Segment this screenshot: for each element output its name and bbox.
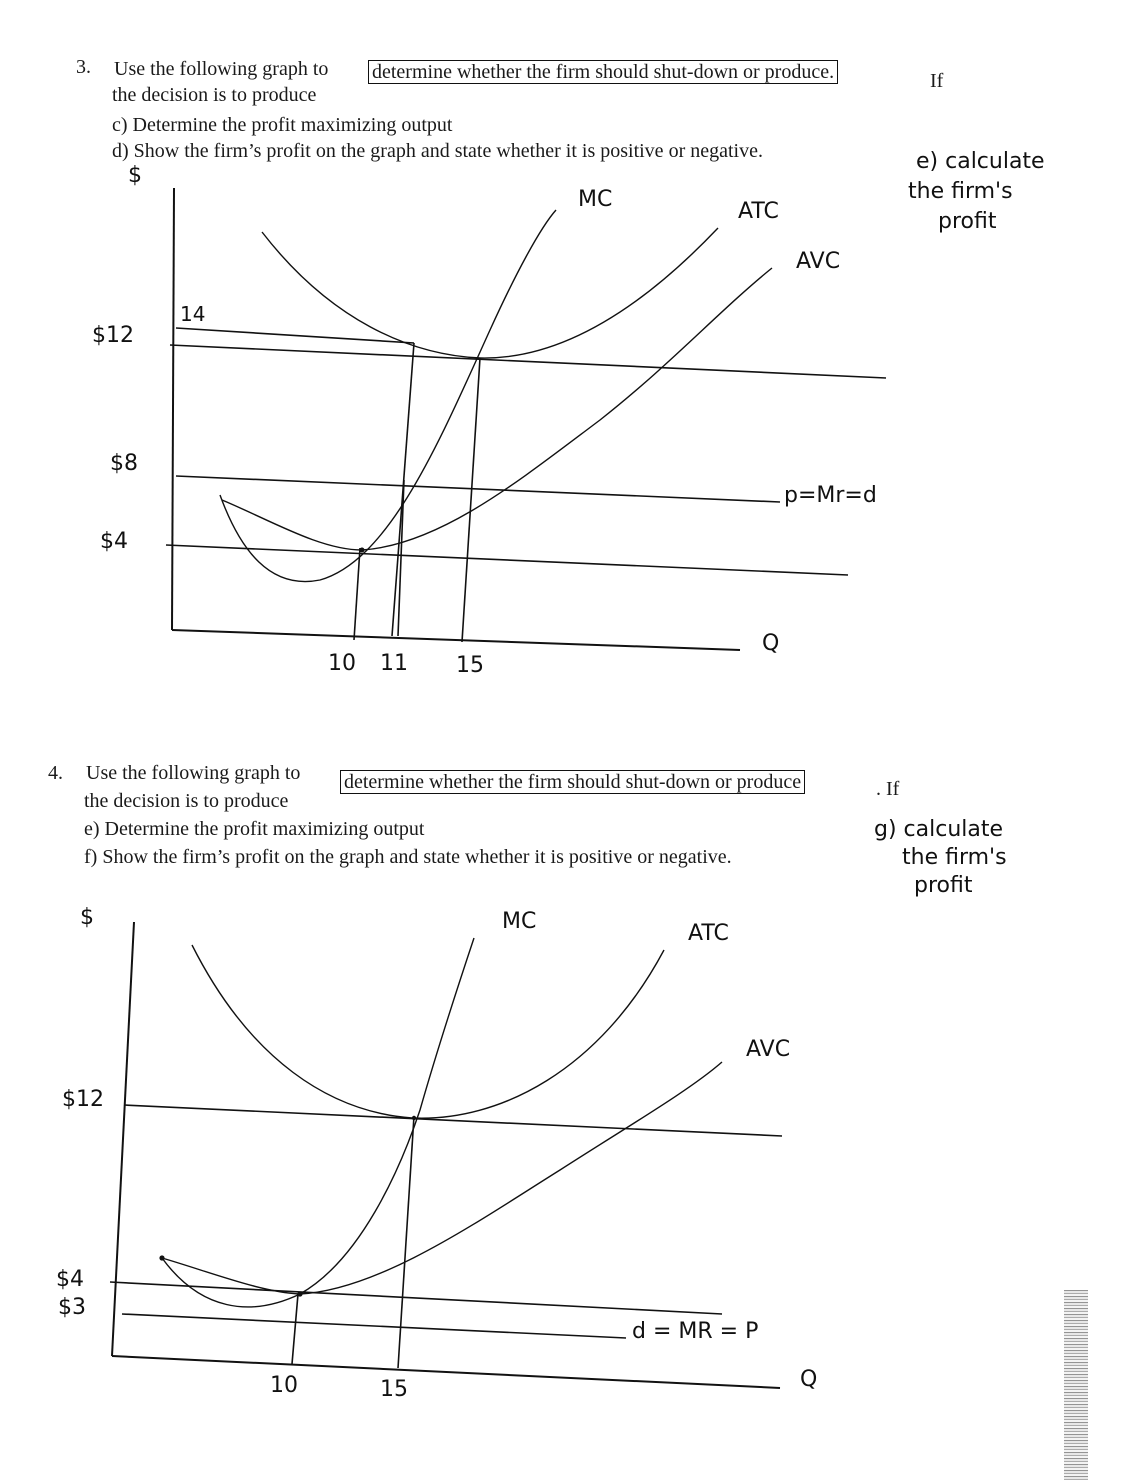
q4-avc-min-dot bbox=[297, 1291, 302, 1296]
q3-q-label-15: 15 bbox=[456, 653, 484, 678]
q4-y-axis-label: $ bbox=[80, 905, 94, 930]
q4-x-axis-label: Q bbox=[800, 1367, 818, 1392]
q3-line1-pre: Use the following graph to bbox=[114, 58, 329, 80]
q3-item-d: d) Show the firm’s profit on the graph and state whether it is positive or negative. bbox=[112, 140, 763, 162]
q4-atc-label: ATC bbox=[688, 921, 729, 946]
q3-note-e-line1: e) calculate bbox=[916, 149, 1045, 174]
q3-avc-label: AVC bbox=[796, 249, 841, 274]
q4-item-e: e) Determine the profit maximizing output bbox=[84, 818, 425, 840]
q3-number: 3. bbox=[76, 56, 91, 78]
q4-mc-label: MC bbox=[502, 909, 537, 934]
q4-q-line-10 bbox=[292, 1294, 298, 1364]
q4-item-f: f) Show the firm’s profit on the graph and state whether it is positive or negative. bbox=[84, 846, 732, 868]
q4-price-line-12 bbox=[124, 1105, 782, 1136]
q3-item-c: c) Determine the profit maximizing output bbox=[112, 114, 453, 136]
q4-line2: the decision is to produce bbox=[84, 790, 289, 812]
q3-note-e-line3: profit bbox=[938, 209, 997, 234]
scan-artifact-bar bbox=[1064, 1290, 1088, 1480]
q3-line1-post: If bbox=[930, 70, 944, 92]
q4-avc-label: AVC bbox=[746, 1037, 791, 1062]
q4-demand-label: d = MR = P bbox=[632, 1319, 759, 1344]
q3-line1-boxed: determine whether the firm should shut-down or produce. bbox=[368, 60, 838, 84]
q3-price-label-4: $4 bbox=[100, 529, 128, 554]
q3-mc-label: MC bbox=[578, 187, 613, 212]
q3-atc-label: ATC bbox=[738, 199, 779, 224]
q3-demand-label: p=Mr=d bbox=[784, 483, 877, 508]
q3-q-label-11: 11 bbox=[380, 651, 408, 676]
q4-x-axis bbox=[112, 1356, 780, 1388]
q4-line1-post: . If bbox=[876, 778, 900, 800]
q4-number: 4. bbox=[48, 762, 63, 784]
q3-price-label-8: $8 bbox=[110, 451, 138, 476]
q4-note-g-line2: the firm's bbox=[902, 845, 1007, 870]
q4-q-label-15: 15 bbox=[380, 1377, 408, 1402]
q4-price-line-4 bbox=[110, 1282, 722, 1314]
q4-line1-pre: Use the following graph to bbox=[86, 762, 301, 784]
q3-x-axis-label: Q bbox=[762, 631, 780, 656]
q4-note-g-line1: g) calculate bbox=[874, 817, 1004, 842]
q4-atc-min-dot bbox=[412, 1116, 416, 1120]
q3-price-label-12: $12 bbox=[92, 323, 134, 348]
q4-price-label-12: $12 bbox=[62, 1087, 104, 1112]
q4-curve-start-dot bbox=[159, 1255, 164, 1260]
q4-q-line-15 bbox=[398, 1116, 414, 1368]
q3-q-label-10: 10 bbox=[328, 651, 356, 676]
q4-price-label-3: $3 bbox=[58, 1295, 86, 1320]
q4-atc-curve bbox=[192, 945, 664, 1118]
q3-y-axis-label: $ bbox=[128, 163, 142, 188]
q3-note-e-line2: the firm's bbox=[908, 179, 1013, 204]
q4-note-g-line3: profit bbox=[914, 873, 973, 898]
q4-line1-boxed: determine whether the firm should shut-down or produce bbox=[340, 770, 805, 794]
q4-y-axis bbox=[112, 922, 134, 1356]
q4-mc-curve bbox=[162, 938, 474, 1307]
q4-price-label-4: $4 bbox=[56, 1267, 84, 1292]
q3-line2: the decision is to produce bbox=[112, 84, 317, 106]
q4-price-line-3 bbox=[122, 1314, 626, 1338]
q3-annotation-14: 14 bbox=[180, 302, 206, 326]
q4-q-label-10: 10 bbox=[270, 1373, 298, 1398]
q4-avc-curve bbox=[162, 1062, 722, 1294]
